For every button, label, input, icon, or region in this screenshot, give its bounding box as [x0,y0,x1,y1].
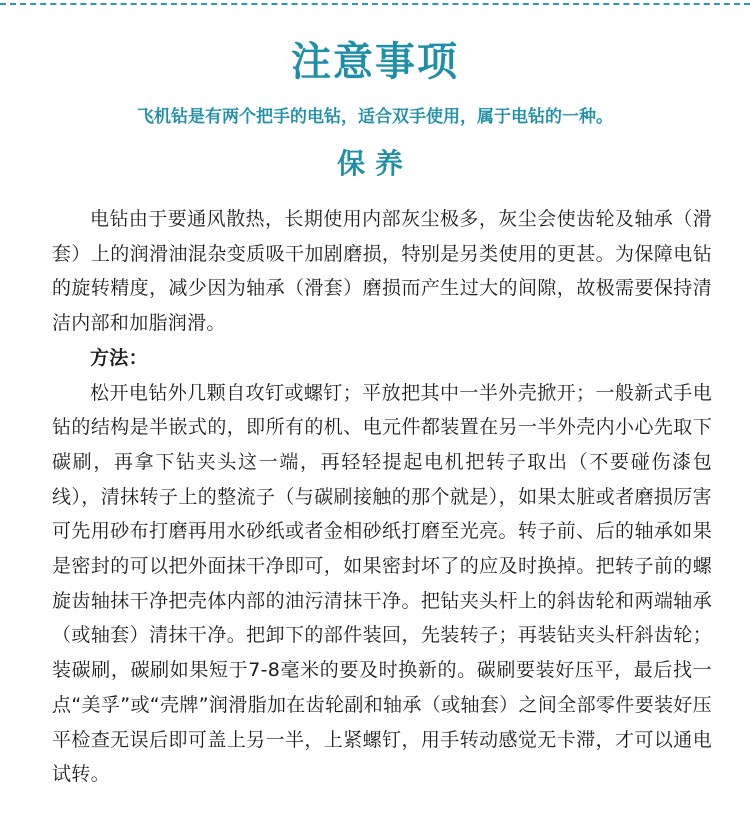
top-dashed-border [0,0,750,5]
method-label: 方法： [90,346,148,369]
maintenance-paragraph: 电钻由于要通风散热，长期使用内部灰尘极多，灰尘会使齿轮及轴承（滑套）上的润滑油混杂变质吸干加剧磨损，特别是另类使用的更甚。为保障电钻的旋转精度，减少因为轴承（滑套）磨损而产生过大的间隙，故极需要保持清洁内部和加脂润滑。 [52,208,712,335]
method-paragraph: 松开电钻外几颗自攻钉或螺钉；平放把其中一半外壳掀开；一般新式手电钻的结构是半嵌式的，即所有的机、电元件都装置在另一半外壳内小心先取下碳刷，再拿下钻夹头这一端，再轻轻提起电机把转子取出（不要碰伤漆包线），清抹转子上的整流子（与碳刷接触的那个就是），如果太脏或者磨损厉害可先用砂布打磨再用水砂纸或者金相砂纸打磨至光亮。转子前、后的轴承如果是密封的可以把外面抹干净即可，如果密封坏了的应及时换掉。把转子前的螺旋齿轴抹干净把壳体内部的油污清抹干净。把钻夹头杆上的斜齿轮和两端轴承（或轴套）清抹干净。把卸下的部件装回，先装转子；再装钻夹头杆斜齿轮；装碳刷，碳刷如果短于7-8毫米的要及时换新的。碳刷要装好压平，最后找一点“美孚”或“壳牌”润滑脂加在齿轮副和轴承（或轴套）之间全部零件要装好压平检查无误后即可盖上另一半，上紧螺钉，用手转动感觉无卡滞，才可以通电试转。 [52,381,712,786]
page-title: 注意事项 [291,39,459,85]
article-body [52,202,712,792]
section-title-maintenance: 保养 [336,147,413,180]
page-subtitle: 飞机钻是有两个把手的电钻，适合双手使用，属于电钻的一种。 [137,107,613,127]
